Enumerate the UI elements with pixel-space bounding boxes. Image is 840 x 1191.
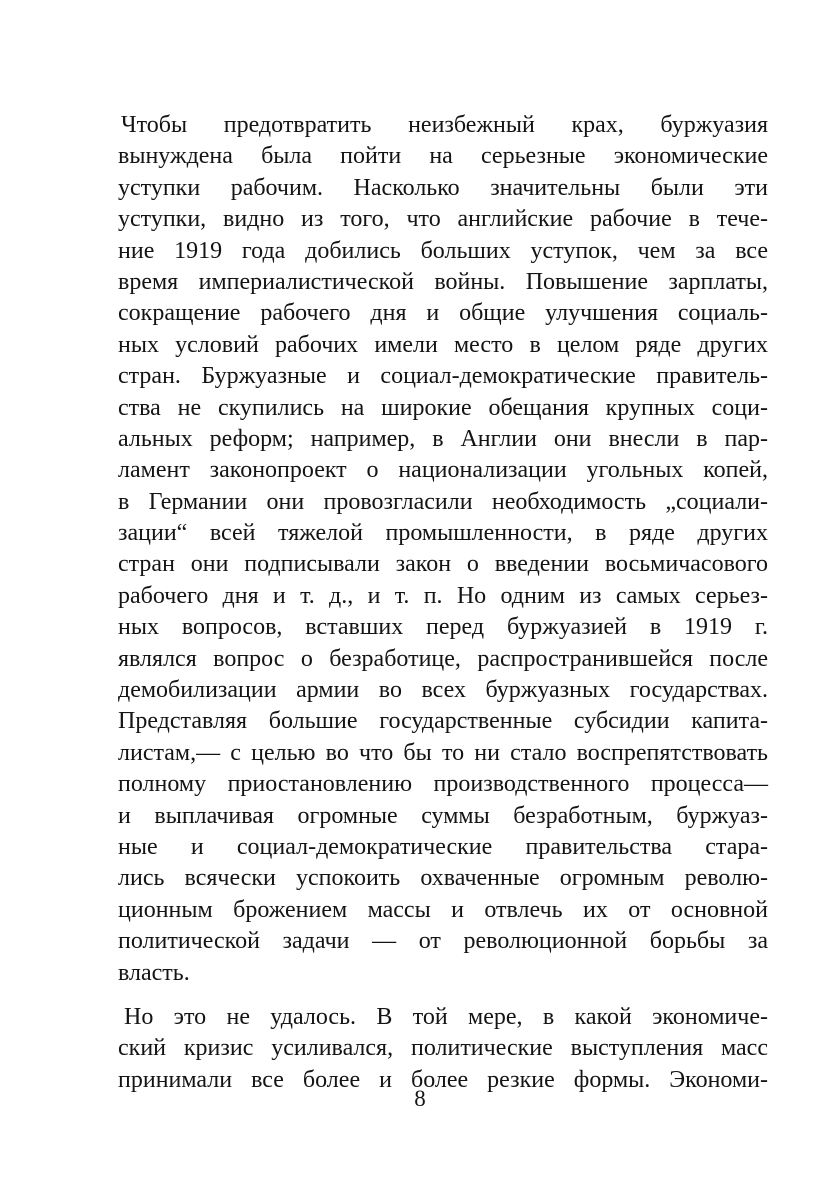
text-line: в Германии они провозгласили необходимость „социали- (118, 488, 768, 515)
text-line: зации“ всей тяжелой промышленности, в ряде других (118, 520, 768, 547)
text-line: и выплачивая огромные суммы безработным, буржуаз- (118, 802, 768, 829)
text-line: лись всячески успокоить охваченные огромным револю- (118, 865, 768, 892)
text-line: демобилизации армии во всех буржуазных государствах. (118, 677, 768, 704)
text-line: стран. Буржуазные и социал-демократические правитель- (118, 363, 768, 390)
text-line: уступки рабочим. Насколько значительны были эти (118, 174, 768, 201)
text-line: ский кризис усиливался, политические выступления масс (118, 1035, 768, 1062)
text-line: ние 1919 года добились больших уступок, чем за все (118, 237, 768, 264)
text-line: Чтобы предотвратить неизбежный крах, буржуазия (121, 112, 768, 138)
text-line: уступки, видно из того, что английские рабочие в тече- (118, 206, 768, 233)
text-line: ционным брожением массы и отвлечь их от основной (118, 896, 768, 923)
text-line: рабочего дня и т. д., и т. п. Но одним из самых серьез- (118, 582, 768, 609)
text-line: сокращение рабочего дня и общие улучшения социаль- (118, 300, 768, 327)
text-line: ные и социал-демократические правительства стара- (118, 833, 768, 860)
text-line: альных реформ; например, в Англии они внесли в пар- (118, 425, 768, 452)
text-line: ламент законопроект о национализации угольных копей, (118, 457, 768, 484)
text-line: вынуждена была пойти на серьезные экономические (118, 143, 768, 170)
text-line: ных вопросов, вставших перед буржуазией в 1919 г. (118, 614, 768, 641)
text-line: Представляя большие государственные субсидии капита- (118, 708, 768, 735)
paragraph-1 (118, 110, 768, 989)
text-line: ных условий рабочих имели место в целом ряде других (118, 331, 768, 358)
text-line: политической задачи — от революционной борьбы за (118, 928, 768, 955)
text-line: листам,— с целью во что бы то ни стало воспрепятствовать (118, 739, 768, 766)
page-number: 8 (414, 1086, 426, 1111)
text-line: власть. (118, 959, 190, 986)
text-line: являлся вопрос о безработице, распространившейся после (118, 645, 768, 672)
text-line: время империалистической войны. Повышение зарплаты, (118, 268, 768, 295)
text-line: стран они подписывали закон о введении восьмичасового (118, 551, 768, 578)
text-line: полному приостановлению производственного процесса— (118, 771, 768, 798)
paragraph-2 (118, 1002, 768, 1096)
text-line: принимали все более и более резкие формы. Экономи- (118, 1066, 768, 1093)
text-line: Но это не удалось. В той мере, в какой экономиче- (124, 1003, 768, 1030)
text-line: ства не скупились на широкие обещания крупных соци- (118, 394, 768, 421)
body-text (118, 110, 768, 1096)
paragraph-gap (118, 989, 768, 1002)
